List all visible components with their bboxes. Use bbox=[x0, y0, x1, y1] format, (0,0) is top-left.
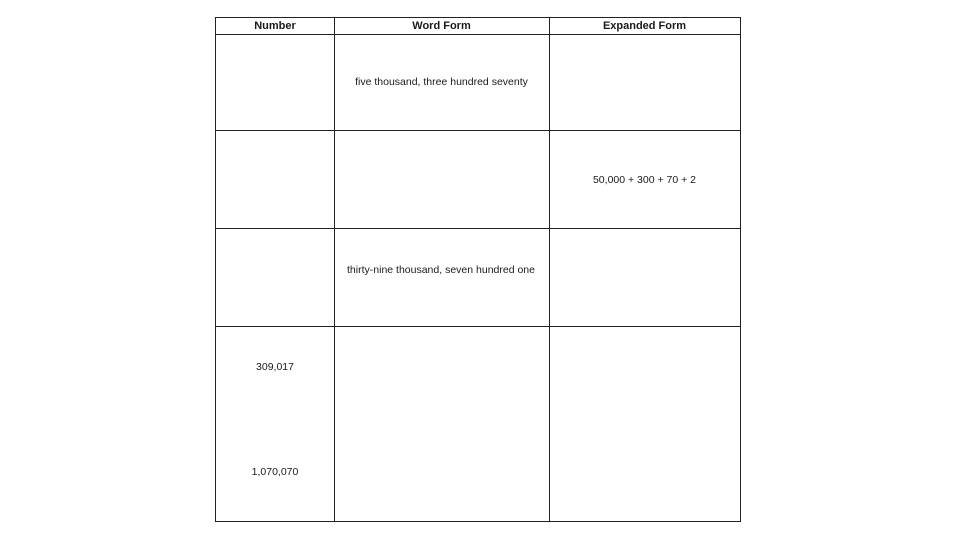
header-word-form: Word Form bbox=[412, 20, 471, 32]
row2-expanded-form: 50,000 + 300 + 70 + 2 bbox=[592, 174, 697, 186]
row-divider bbox=[216, 326, 740, 327]
row-divider bbox=[216, 228, 740, 229]
header-number: Number bbox=[254, 20, 296, 32]
place-value-table bbox=[215, 17, 741, 522]
row3-word-form: thirty-nine thousand, seven hundred one bbox=[347, 264, 535, 276]
row1-word-form: five thousand, three hundred seventy bbox=[355, 76, 528, 88]
row4-number: 309,017 bbox=[256, 361, 294, 373]
header-expanded-form: Expanded Form bbox=[602, 20, 687, 32]
column-divider bbox=[334, 18, 335, 521]
column-divider bbox=[549, 18, 550, 521]
row-divider bbox=[216, 130, 740, 131]
row5-number: 1,070,070 bbox=[251, 466, 299, 478]
